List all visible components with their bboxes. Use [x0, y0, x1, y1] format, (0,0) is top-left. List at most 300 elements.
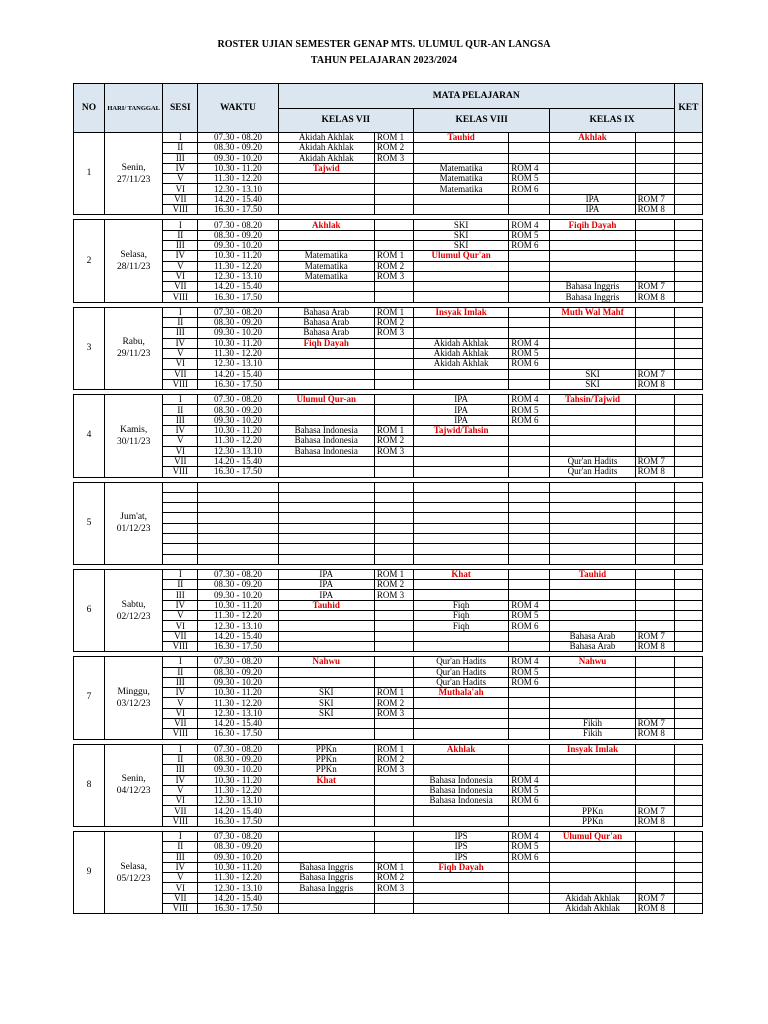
empty-cell	[635, 503, 674, 513]
session-cell: VIII	[163, 379, 198, 389]
session-cell: V	[163, 348, 198, 358]
table-row	[74, 467, 703, 477]
time-cell: 10.30 - 11.20	[198, 251, 278, 261]
session-cell: I	[163, 832, 198, 842]
table-row	[74, 318, 703, 328]
kelas7-room	[374, 600, 413, 610]
empty-cell	[635, 492, 674, 502]
kelas7-room: ROM 1	[374, 569, 413, 579]
kelas9-room: ROM 7	[635, 194, 674, 204]
kelas7-subject	[278, 369, 374, 379]
kelas7-room	[374, 719, 413, 729]
ket-cell	[674, 282, 702, 292]
kelas7-room	[374, 832, 413, 842]
ket-cell	[674, 580, 702, 590]
day-date: 29/11/23	[116, 349, 151, 360]
time-cell: 16.30 - 17.50	[198, 467, 278, 477]
kelas9-subject: Bahasa Arab	[550, 641, 635, 651]
kelas7-room	[374, 282, 413, 292]
ket-cell	[674, 569, 702, 579]
kelas7-subject	[278, 611, 374, 621]
kelas7-subject	[278, 348, 374, 358]
kelas7-room	[374, 893, 413, 903]
kelas9-subject	[550, 143, 635, 153]
table-row	[74, 405, 703, 415]
kelas8-subject	[413, 806, 508, 816]
kelas9-room: ROM 7	[635, 456, 674, 466]
kelas9-subject	[550, 667, 635, 677]
kelas9-subject	[550, 271, 635, 281]
header-waktu: WAKTU	[198, 84, 278, 133]
time-cell: 07.30 - 08.20	[198, 832, 278, 842]
session-cell: VIII	[163, 904, 198, 914]
kelas8-subject: Bahasa Indonesia	[413, 785, 508, 795]
document-subtitle: TAHUN PELAJARAN 2023/2024	[310, 55, 458, 66]
kelas8-subject	[413, 194, 508, 204]
header-kelas-viii: KELAS VIII	[413, 109, 549, 133]
kelas7-subject	[278, 174, 374, 184]
ket-cell	[674, 307, 702, 317]
kelas8-subject: Muthala'ah	[413, 688, 508, 698]
empty-cell	[374, 554, 413, 564]
ket-cell	[674, 395, 702, 405]
empty-cell	[278, 492, 374, 502]
day-number: 3	[74, 307, 105, 389]
kelas9-subject: Akidah Akhlak	[550, 893, 635, 903]
kelas8-subject	[413, 765, 508, 775]
kelas9-room: ROM 7	[635, 282, 674, 292]
session-cell: IV	[163, 600, 198, 610]
empty-cell	[163, 492, 198, 502]
kelas9-room	[635, 569, 674, 579]
kelas8-room	[509, 893, 550, 903]
ket-cell	[674, 852, 702, 862]
table-row	[74, 883, 703, 893]
time-cell: 16.30 - 17.50	[198, 816, 278, 826]
kelas8-room	[509, 379, 550, 389]
kelas8-room: ROM 4	[509, 600, 550, 610]
time-cell: 11.30 - 12.20	[198, 436, 278, 446]
kelas9-room: ROM 8	[635, 904, 674, 914]
session-cell: VI	[163, 184, 198, 194]
session-cell: II	[163, 580, 198, 590]
ket-cell	[674, 719, 702, 729]
kelas7-subject: Khat	[278, 775, 374, 785]
kelas7-subject: PPKn	[278, 754, 374, 764]
table-row	[74, 395, 703, 405]
session-cell: VI	[163, 621, 198, 631]
session-cell: IV	[163, 862, 198, 872]
time-cell: 12.30 - 13.10	[198, 446, 278, 456]
kelas7-subject: Akidah Akhlak	[278, 143, 374, 153]
table-row	[74, 194, 703, 204]
time-cell: 12.30 - 13.10	[198, 621, 278, 631]
kelas7-subject: Bahasa Inggris	[278, 873, 374, 883]
kelas9-room	[635, 744, 674, 754]
table-row	[74, 533, 703, 543]
kelas8-subject	[413, 698, 508, 708]
day-date-cell	[105, 569, 163, 651]
ket-cell	[674, 415, 702, 425]
table-row	[74, 806, 703, 816]
empty-cell	[674, 482, 702, 492]
kelas9-room: ROM 8	[635, 816, 674, 826]
kelas8-room: ROM 5	[509, 611, 550, 621]
kelas9-subject	[550, 318, 635, 328]
kelas9-subject	[550, 677, 635, 687]
kelas9-subject: Qur'an Hadits	[550, 467, 635, 477]
kelas8-room	[509, 806, 550, 816]
kelas9-room	[635, 785, 674, 795]
table-row	[74, 446, 703, 456]
kelas9-subject: IPA	[550, 205, 635, 215]
session-cell: V	[163, 698, 198, 708]
kelas7-subject	[278, 205, 374, 215]
session-cell: VIII	[163, 467, 198, 477]
session-cell: I	[163, 133, 198, 143]
kelas9-subject	[550, 338, 635, 348]
kelas9-subject: Bahasa Inggris	[550, 292, 635, 302]
kelas9-room	[635, 318, 674, 328]
kelas8-subject: Akidah Akhlak	[413, 348, 508, 358]
kelas9-subject	[550, 796, 635, 806]
kelas8-room	[509, 194, 550, 204]
kelas9-subject	[550, 415, 635, 425]
day-date-cell	[105, 482, 163, 564]
kelas7-subject	[278, 282, 374, 292]
session-cell: VI	[163, 359, 198, 369]
ket-cell	[674, 796, 702, 806]
time-cell: 09.30 - 10.20	[198, 328, 278, 338]
ket-cell	[674, 862, 702, 872]
empty-cell	[198, 554, 278, 564]
header-ket: KET	[674, 84, 702, 133]
kelas8-room: ROM 5	[509, 230, 550, 240]
kelas9-room	[635, 405, 674, 415]
session-cell: I	[163, 395, 198, 405]
kelas7-room: ROM 2	[374, 261, 413, 271]
kelas9-room	[635, 832, 674, 842]
session-cell: II	[163, 230, 198, 240]
ket-cell	[674, 133, 702, 143]
kelas8-room	[509, 754, 550, 764]
kelas8-room	[509, 698, 550, 708]
time-cell: 10.30 - 11.20	[198, 163, 278, 173]
kelas8-subject	[413, 205, 508, 215]
kelas9-subject	[550, 688, 635, 698]
session-cell: V	[163, 261, 198, 271]
kelas7-subject: Bahasa Indonesia	[278, 436, 374, 446]
kelas9-room	[635, 873, 674, 883]
kelas9-room: ROM 8	[635, 467, 674, 477]
table-row	[74, 513, 703, 523]
day-date: 04/12/23	[116, 786, 151, 797]
day-name: Jum'at,	[120, 512, 148, 523]
kelas7-subject	[278, 379, 374, 389]
session-cell: V	[163, 873, 198, 883]
session-cell: VIII	[163, 641, 198, 651]
session-cell: IV	[163, 338, 198, 348]
empty-cell	[413, 544, 508, 554]
kelas9-room: ROM 7	[635, 893, 674, 903]
time-cell: 14.20 - 15.40	[198, 456, 278, 466]
kelas8-subject	[413, 719, 508, 729]
kelas7-subject	[278, 641, 374, 651]
kelas7-room: ROM 3	[374, 883, 413, 893]
table-row	[74, 379, 703, 389]
kelas8-room: ROM 4	[509, 220, 550, 230]
time-cell: 11.30 - 12.20	[198, 261, 278, 271]
kelas8-room: ROM 4	[509, 163, 550, 173]
kelas7-subject: SKI	[278, 708, 374, 718]
kelas7-room	[374, 611, 413, 621]
empty-cell	[509, 533, 550, 543]
kelas8-room: ROM 5	[509, 405, 550, 415]
empty-cell	[278, 523, 374, 533]
table-row	[74, 688, 703, 698]
kelas8-room: ROM 6	[509, 621, 550, 631]
session-cell: VIII	[163, 816, 198, 826]
kelas8-subject	[413, 318, 508, 328]
kelas8-subject	[413, 369, 508, 379]
session-cell: VII	[163, 719, 198, 729]
kelas8-room	[509, 456, 550, 466]
table-row	[74, 754, 703, 764]
day-date-cell	[105, 307, 163, 389]
kelas9-room	[635, 796, 674, 806]
kelas9-subject	[550, 842, 635, 852]
kelas9-subject: Nahwu	[550, 657, 635, 667]
kelas7-room: ROM 2	[374, 698, 413, 708]
table-row	[74, 338, 703, 348]
time-cell: 14.20 - 15.40	[198, 369, 278, 379]
empty-cell	[163, 554, 198, 564]
kelas9-subject	[550, 240, 635, 250]
session-cell: V	[163, 174, 198, 184]
empty-cell	[413, 533, 508, 543]
kelas7-room: ROM 3	[374, 590, 413, 600]
ket-cell	[674, 467, 702, 477]
table-row	[74, 251, 703, 261]
kelas9-subject	[550, 261, 635, 271]
header-kelas-ix: KELAS IX	[550, 109, 674, 133]
kelas7-room	[374, 806, 413, 816]
kelas8-subject: Khat	[413, 569, 508, 579]
time-cell: 16.30 - 17.50	[198, 379, 278, 389]
kelas8-room	[509, 205, 550, 215]
day-date: 30/11/23	[116, 436, 151, 447]
header-hari-tanggal: HARI/ TANGGAL	[105, 84, 163, 133]
kelas8-room	[509, 816, 550, 826]
kelas7-subject: Akhlak	[278, 220, 374, 230]
table-row	[74, 230, 703, 240]
kelas9-room	[635, 153, 674, 163]
ket-cell	[674, 446, 702, 456]
kelas9-subject: Akhlak	[550, 133, 635, 143]
kelas9-subject	[550, 405, 635, 415]
kelas8-subject: Matematika	[413, 163, 508, 173]
time-cell: 08.30 - 09.20	[198, 405, 278, 415]
kelas9-subject	[550, 426, 635, 436]
kelas8-subject	[413, 436, 508, 446]
kelas8-room	[509, 631, 550, 641]
empty-cell	[509, 492, 550, 502]
kelas7-room	[374, 163, 413, 173]
kelas9-room: ROM 7	[635, 631, 674, 641]
kelas9-subject	[550, 184, 635, 194]
kelas7-room: ROM 1	[374, 862, 413, 872]
session-cell: III	[163, 328, 198, 338]
kelas9-subject: Akidah Akhlak	[550, 904, 635, 914]
kelas7-subject: PPKn	[278, 765, 374, 775]
table-row	[74, 456, 703, 466]
ket-cell	[674, 261, 702, 271]
kelas9-room	[635, 667, 674, 677]
day-number: 7	[74, 657, 105, 739]
time-cell: 08.30 - 09.20	[198, 842, 278, 852]
kelas9-subject	[550, 580, 635, 590]
kelas9-subject	[550, 163, 635, 173]
kelas8-subject	[413, 328, 508, 338]
kelas9-subject	[550, 621, 635, 631]
kelas8-room	[509, 580, 550, 590]
kelas9-subject: Tauhid	[550, 569, 635, 579]
kelas8-room	[509, 133, 550, 143]
ket-cell	[674, 765, 702, 775]
kelas8-room	[509, 688, 550, 698]
empty-cell	[550, 513, 635, 523]
table-row	[74, 426, 703, 436]
empty-cell	[374, 523, 413, 533]
session-cell: I	[163, 307, 198, 317]
time-cell: 11.30 - 12.20	[198, 174, 278, 184]
kelas9-room	[635, 842, 674, 852]
time-cell: 10.30 - 11.20	[198, 862, 278, 872]
empty-cell	[509, 544, 550, 554]
kelas9-subject: Fiqih Dayah	[550, 220, 635, 230]
kelas8-subject	[413, 816, 508, 826]
kelas9-room	[635, 775, 674, 785]
time-cell: 16.30 - 17.50	[198, 205, 278, 215]
time-cell: 12.30 - 13.10	[198, 796, 278, 806]
table-row	[74, 600, 703, 610]
time-cell: 10.30 - 11.20	[198, 600, 278, 610]
kelas9-room	[635, 446, 674, 456]
session-cell: VII	[163, 456, 198, 466]
empty-cell	[550, 544, 635, 554]
table-row	[74, 436, 703, 446]
kelas8-subject: Matematika	[413, 174, 508, 184]
session-cell: III	[163, 852, 198, 862]
day-name: Rabu,	[122, 337, 145, 348]
kelas7-subject: Bahasa Indonesia	[278, 426, 374, 436]
session-cell: VII	[163, 631, 198, 641]
empty-cell	[374, 503, 413, 513]
kelas8-subject: SKI	[413, 220, 508, 230]
kelas7-room: ROM 1	[374, 133, 413, 143]
kelas8-subject	[413, 446, 508, 456]
day-number: 4	[74, 395, 105, 477]
empty-cell	[278, 513, 374, 523]
header-sesi: SESI	[163, 84, 198, 133]
table-row	[74, 590, 703, 600]
kelas8-room: ROM 4	[509, 395, 550, 405]
kelas8-subject	[413, 282, 508, 292]
kelas7-subject: Matematika	[278, 251, 374, 261]
empty-cell	[635, 482, 674, 492]
kelas7-subject: Akidah Akhlak	[278, 153, 374, 163]
table-row	[74, 184, 703, 194]
empty-cell	[374, 544, 413, 554]
time-cell: 14.20 - 15.40	[198, 806, 278, 816]
table-row	[74, 205, 703, 215]
kelas9-subject	[550, 348, 635, 358]
kelas9-subject	[550, 775, 635, 785]
time-cell: 08.30 - 09.20	[198, 754, 278, 764]
kelas8-room	[509, 467, 550, 477]
kelas8-room	[509, 328, 550, 338]
empty-cell	[198, 513, 278, 523]
time-cell: 12.30 - 13.10	[198, 271, 278, 281]
kelas7-room	[374, 415, 413, 425]
table-row	[74, 631, 703, 641]
kelas7-subject	[278, 456, 374, 466]
table-row	[74, 544, 703, 554]
kelas8-room: ROM 6	[509, 184, 550, 194]
kelas9-subject	[550, 446, 635, 456]
session-cell: V	[163, 611, 198, 621]
kelas9-subject	[550, 611, 635, 621]
kelas8-room: ROM 6	[509, 796, 550, 806]
kelas7-subject	[278, 904, 374, 914]
day-date: 02/12/23	[116, 611, 151, 622]
ket-cell	[674, 832, 702, 842]
empty-cell	[413, 482, 508, 492]
session-cell: VII	[163, 369, 198, 379]
session-cell: III	[163, 677, 198, 687]
session-cell: IV	[163, 688, 198, 698]
ket-cell	[674, 873, 702, 883]
kelas8-room: ROM 5	[509, 348, 550, 358]
kelas9-subject	[550, 436, 635, 446]
session-cell: VI	[163, 446, 198, 456]
day-number: 5	[74, 482, 105, 564]
kelas9-room	[635, 251, 674, 261]
kelas8-room	[509, 641, 550, 651]
kelas8-room: ROM 5	[509, 174, 550, 184]
time-cell: 11.30 - 12.20	[198, 611, 278, 621]
table-row	[74, 359, 703, 369]
empty-cell	[550, 523, 635, 533]
ket-cell	[674, 348, 702, 358]
kelas8-room: ROM 6	[509, 240, 550, 250]
kelas9-subject	[550, 785, 635, 795]
session-cell: VIII	[163, 729, 198, 739]
kelas9-room	[635, 359, 674, 369]
kelas7-room	[374, 631, 413, 641]
kelas9-subject: Tahsin/Tajwid	[550, 395, 635, 405]
time-cell: 14.20 - 15.40	[198, 893, 278, 903]
empty-cell	[374, 492, 413, 502]
kelas9-room	[635, 688, 674, 698]
kelas8-room	[509, 153, 550, 163]
kelas8-subject: Qur'an Hadits	[413, 677, 508, 687]
kelas9-room	[635, 348, 674, 358]
day-date: 03/12/23	[116, 698, 151, 709]
table-row	[74, 729, 703, 739]
kelas9-room	[635, 240, 674, 250]
kelas9-room	[635, 621, 674, 631]
